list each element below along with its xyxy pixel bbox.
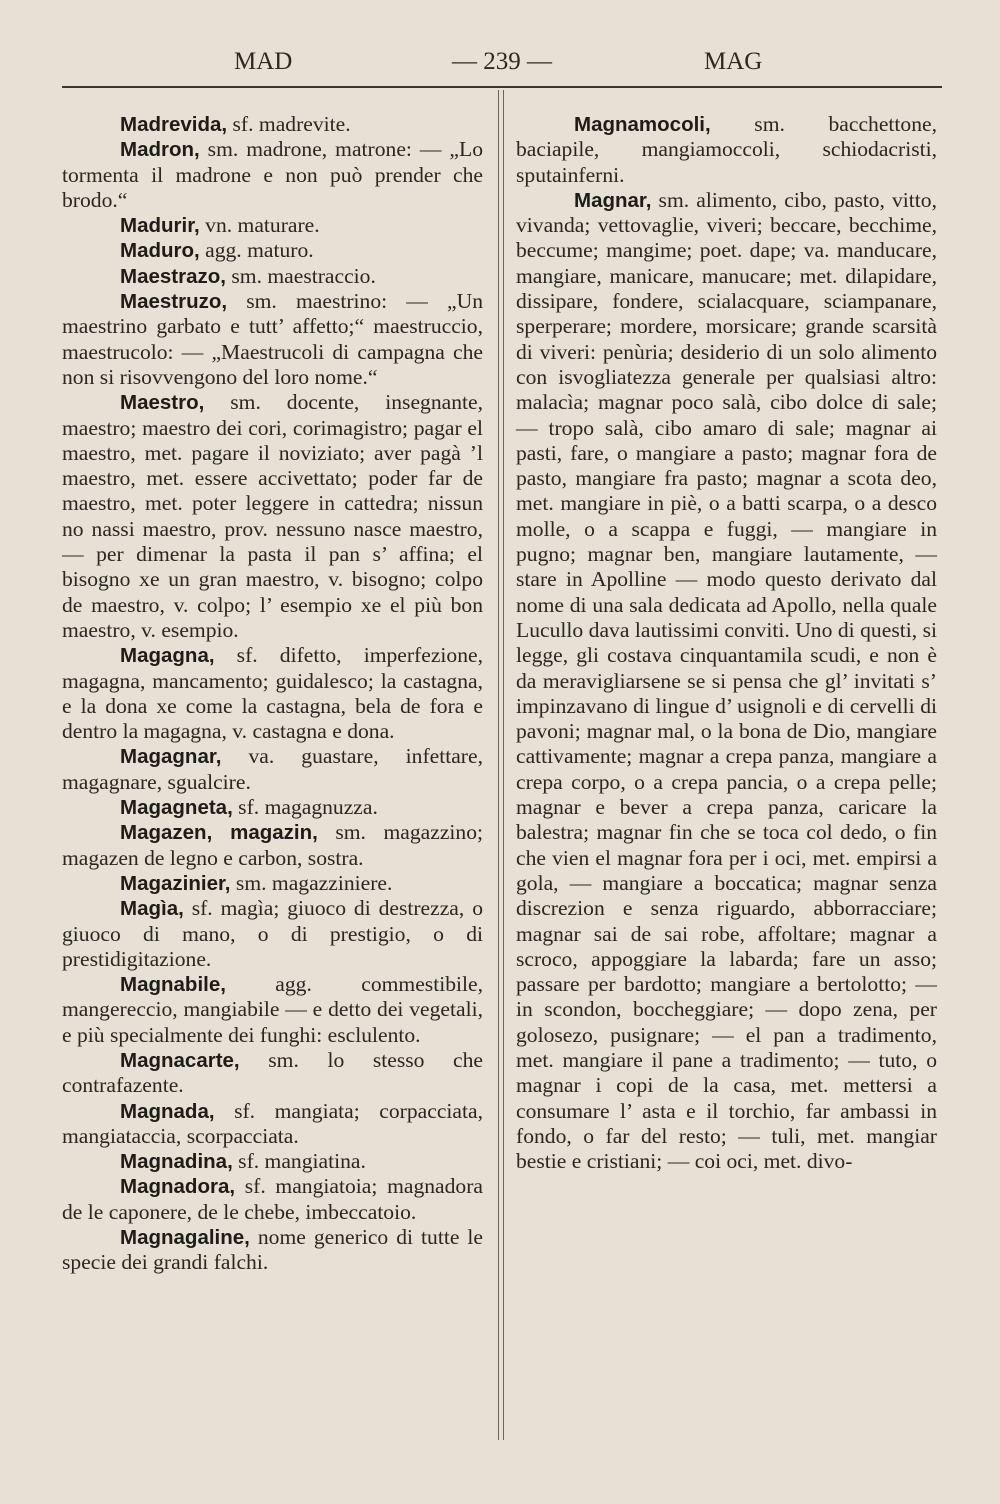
entry-headword: Magagneta, (120, 796, 233, 820)
dictionary-entry (62, 238, 483, 263)
entry-headword: Magnacarte, (120, 1048, 240, 1072)
dictionary-entry (62, 795, 483, 820)
entry-definition: sm. docente, insegnante, maestro; maestro dei cori, corimagistro; pagar el maestro, met. pagare il noviziato; aver pagà ’l maestro, met. essere accivettato; poder far de maestro, met. poter leggere in cattedra; nissun no nassi maestro, prov. nessuno nasce maestro, — per dimenar la pasta il pan s’ affina; el bisogno xe un gran maestro, v. bisogno; colpo de maestro, v. colpo; l’ esempio xe el più bon maestro, v. esempio. (62, 390, 483, 642)
entry-definition: sf. difetto, imperfezione, magagna, mancamento; guidalesco; la castagna, e la dona xe come la castagna, bela de fora e dentro la magagna, v. castagna e dona. (62, 643, 483, 744)
dictionary-entry (62, 871, 483, 896)
dictionary-entry (62, 744, 483, 795)
header-right-guideword: MAG (704, 48, 763, 75)
header-left-guideword: MAD (234, 48, 293, 75)
entry-definition: nome generico di tutte le specie dei grandi falchi. (62, 1225, 483, 1275)
entry-definition: vn. maturare. (199, 213, 320, 238)
dictionary-entry (62, 264, 483, 289)
dictionary-entry (62, 289, 483, 390)
dictionary-entry (62, 972, 483, 1048)
dictionary-entry (62, 1174, 483, 1225)
dictionary-entry (62, 1099, 483, 1150)
entry-headword: Maestruzo, (120, 290, 228, 314)
dictionary-entry (62, 820, 483, 871)
entry-definition: sm. magazziniere. (230, 870, 393, 895)
dictionary-entry (62, 213, 483, 238)
entry-definition: sf. mangiatoia; magnadora de le caponere, de le chebe, imbeccatoio. (62, 1174, 483, 1224)
page-number: — 239 — (452, 48, 552, 75)
entry-headword: Magnadora, (120, 1175, 236, 1199)
entry-headword: Magnamocoli, (574, 113, 711, 136)
entry-definition: agg. commestibile, mangereccio, mangiabile — e detto dei vegetali, e più specialmente dei funghi: esclulento. (62, 972, 483, 1047)
entry-headword: Magagnar, (120, 745, 222, 769)
entry-headword: Madurir, (120, 214, 200, 238)
entry-definition: sm. lo stesso che contrafazente. (62, 1047, 483, 1098)
entry-definition: sf. madrevite. (227, 112, 351, 136)
entry-definition: sf. magagnuzza. (232, 795, 378, 820)
entry-headword: Magnar, (574, 188, 652, 212)
entry-definition: agg. maturo. (199, 238, 314, 263)
dictionary-entry (62, 112, 483, 137)
dictionary-entry (62, 1225, 483, 1276)
right-column (516, 112, 937, 1174)
entry-definition: sf. mangiatina. (232, 1149, 366, 1174)
entry-definition: sm. madrone, matrone: — „Lo tormenta il madrone e non può prender che brodo.“ (62, 137, 483, 212)
entry-definition: va. guastare, infettare, magagnare, sgualcire. (62, 744, 483, 794)
entry-headword: Magnada, (120, 1099, 215, 1123)
entry-headword: Madrevida, (120, 113, 228, 136)
entry-headword: Madron, (120, 138, 200, 162)
entry-headword: Magagna, (120, 644, 215, 668)
entry-definition: sm. maestraccio. (225, 263, 376, 288)
entry-headword: Magìa, (120, 897, 184, 921)
dictionary-entry (62, 1149, 483, 1174)
entry-headword: Magazen, magazin, (120, 821, 318, 845)
entry-definition: sm. maestrino: — „Un maestrino garbato e tutt’ affetto;“ maestruccio, maestrucolo: — „Maestrucoli di campagna che non si risovvengono del loro nome.“ (62, 289, 483, 389)
entry-headword: Maestro, (120, 391, 205, 415)
running-header (62, 42, 942, 88)
left-column (62, 112, 483, 1276)
dictionary-entry (62, 137, 483, 213)
entry-definition: sm. alimento, cibo, pasto, vitto, vivanda; vettovaglie, viveri; beccare, becchime, beccume; mangime; poet. dape; va. manducare, mangiare, manicare, manucare; met. dilapidare, dissipare, fondere, scialacquare, sciampanare, sperperare; mordere, morsicare; grande scarsità di viveri: penùria; desiderio di un solo alimento con isvogliatezza generale per qualsiasi altro: malacìa; magnar poco salà, cibo dolce di sale; — tropo salà, cibo amaro di sale; magnar ai pasti, fare, o mangiare a pasto; magnar fora de pasto, mangiare fra pasto; magnar a scota deo, met. mangiare in piè, o a batti scarpa, o a desco molle, o a scappa e fuggi, — mangiare in pugno; magnar ben, mangiare lautamente, — stare in Apolline — modo questo derivato dal nome di una sala dedicata ad Apollo, nella quale Lucullo dava lautissimi conviti. Uno di questi, si legge, gli costava cinquantamila scudi, e non è da meravigliarsene se si pensa che gl’ invitati s’ impinzavano di lingue d’ usignoli e di cervelli di pavoni; magnar mal, o la bona de Dio, mangiare cattivamente; magnar a crepa panza, mangiare a crepa corpo, o a crepa pancia, o a crepa pelle; magnar e bever a crepa panza, caricare la balestra; magnar fin che se toca col dedo, o fin che vien el magnar fora per i oci, met. empirsi a gola, — mangiare a boccatica; magnar senza discrezion e senza riguardo, abborracciare; magnar sai de sai robe, affoltare; magnar a scroco, appoggiare la labarda; fare un asso; passare per bardotto; mangiare a bertolotto; — in scondon, boccheggiare; — dopo zena, per golosezo, pusignare; — el pan a tradimento, met. mangiare il pane a tradimento; — tuto, o magnar i copi de la casa, met. mettersi a consumare l’ asta e il torchio, far ambassi in fondo, o far del resto; — tuli, met. mangiar bestie e cristiani; — coi oci, met. divo- (516, 187, 937, 1174)
entry-definition: sm. magazzino; magazen de legno e carbon, sostra. (62, 820, 483, 870)
entry-headword: Magnagaline, (120, 1226, 250, 1250)
column-divider (498, 90, 504, 1440)
entry-headword: Magnadina, (120, 1150, 233, 1174)
entry-headword: Magazinier, (120, 871, 231, 895)
dictionary-entry (62, 896, 483, 972)
entry-definition: sf. mangiata; corpacciata, mangiataccia, scorpacciata. (62, 1098, 483, 1148)
dictionary-entry (62, 643, 483, 744)
entry-headword: Maestrazo, (120, 264, 226, 288)
dictionary-entry (62, 390, 483, 643)
dictionary-entry (516, 188, 937, 1175)
entry-definition: sf. magìa; giuoco di destrezza, o giuoco di mano, o di prestigio, o di prestidigitazione. (62, 896, 483, 971)
dictionary-entry (516, 112, 937, 188)
dictionary-entry (62, 1048, 483, 1099)
entry-headword: Maduro, (120, 239, 200, 263)
entry-headword: Magnabile, (120, 973, 226, 997)
entry-definition: sm. bacchettone, baciapile, mangiamoccoli, schiodacristi, sputainferni. (516, 112, 937, 187)
